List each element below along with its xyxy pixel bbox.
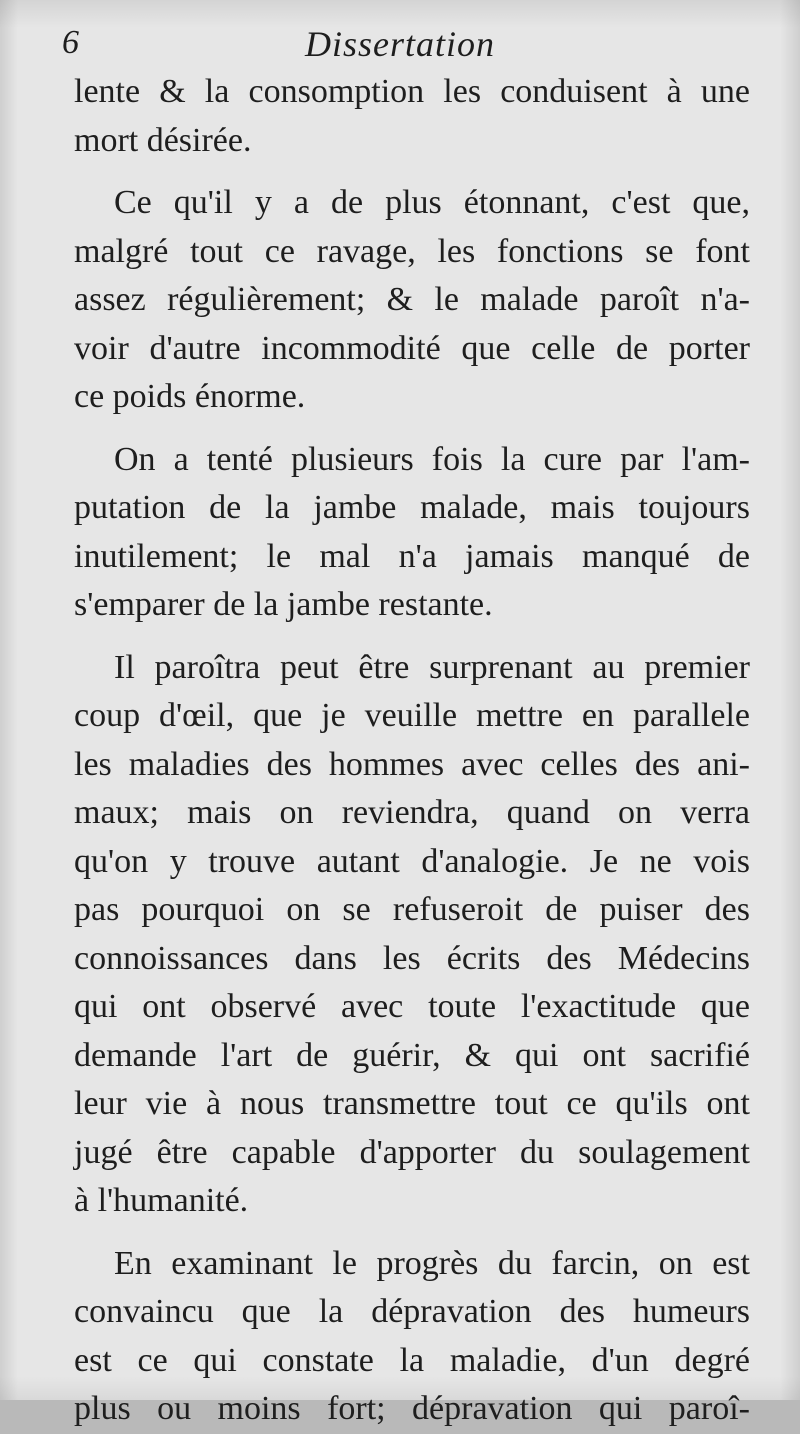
paragraph xyxy=(74,1240,750,1434)
text-line: demande l'art de guérir, & qui ont sacrifié xyxy=(74,1036,750,1074)
running-head: Dissertation xyxy=(304,24,495,64)
text-line: assez régulièrement; & le malade paroît n'a- xyxy=(74,281,750,318)
text-line: voir d'autre incommodité que celle de porter xyxy=(74,329,750,367)
body-text xyxy=(74,68,750,1434)
paragraph xyxy=(74,644,750,1226)
text-line: On a tenté plusieurs fois la cure par l'am- xyxy=(114,440,750,478)
text-line: s'emparer de la jambe restante. xyxy=(74,586,493,623)
page-number: 6 xyxy=(62,24,79,61)
paragraph xyxy=(74,68,750,165)
text-line: les maladies des hommes avec celles des ani- xyxy=(74,745,750,783)
text-line: qui ont observé avec toute l'exactitude que xyxy=(74,988,750,1025)
text-line: coup d'œil, que je veuille mettre en parallele xyxy=(74,697,750,734)
text-line: jugé être capable d'apporter du soulagement xyxy=(74,1133,750,1171)
paragraph xyxy=(74,436,750,630)
paragraph xyxy=(74,179,750,422)
text-line: connoissances dans les écrits des Médecins xyxy=(74,939,750,977)
text-line: maux; mais on reviendra, quand on verra xyxy=(74,794,750,831)
text-line: pas pourquoi on se refuseroit de puiser des xyxy=(74,891,750,928)
text-line: ce poids énorme. xyxy=(74,378,306,415)
text-line: Il paroîtra peut être surprenant au premier xyxy=(114,648,750,686)
text-line: Ce qu'il y a de plus étonnant, c'est que, xyxy=(114,184,750,221)
text-line: à l'humanité. xyxy=(74,1182,249,1219)
text-line: lente & la consomption les conduisent à une xyxy=(74,73,750,110)
text-line: En examinant le progrès du farcin, on est xyxy=(114,1244,750,1282)
text-line: qu'on y trouve autant d'analogie. Je ne vois xyxy=(74,842,750,880)
text-line: plus ou moins fort; dépravation qui paroî- xyxy=(74,1390,750,1427)
text-line: leur vie à nous transmettre tout ce qu'ils ont xyxy=(74,1085,750,1122)
text-line: mort désirée. xyxy=(74,121,252,159)
text-line: convaincu que la dépravation des humeurs xyxy=(74,1293,750,1330)
text-line: putation de la jambe malade, mais toujours xyxy=(74,489,750,526)
text-line: inutilement; le mal n'a jamais manqué de xyxy=(74,537,750,575)
text-line: malgré tout ce ravage, les fonctions se font xyxy=(74,232,750,270)
text-line: est ce qui constate la maladie, d'un degré xyxy=(74,1341,750,1379)
